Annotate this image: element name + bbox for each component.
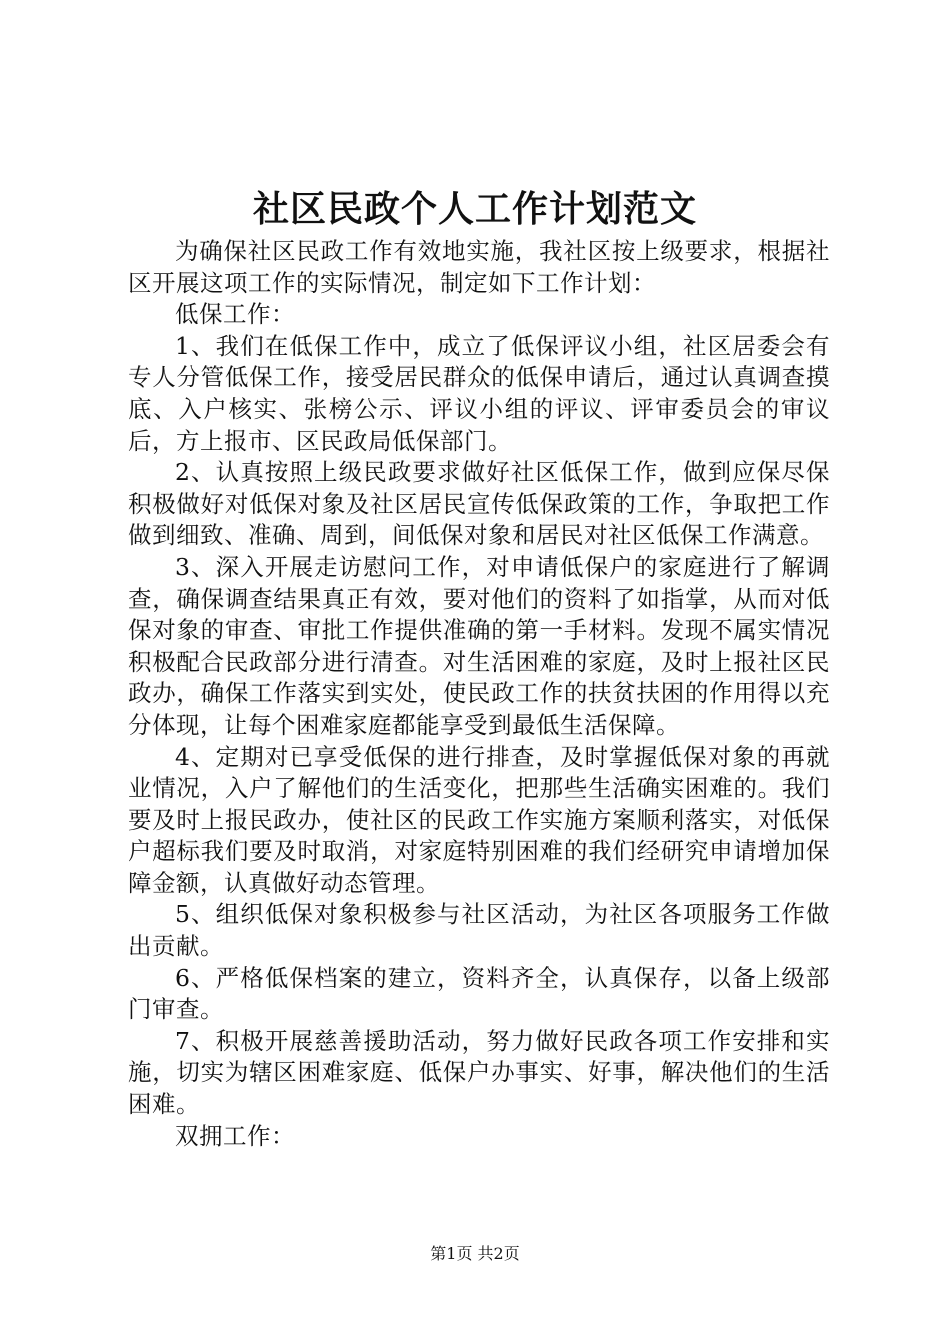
paragraph-intro: 为确保社区民政工作有效地实施，我社区按上级要求，根据社区开展这项工作的实际情况，制定如下工作计划： xyxy=(128,237,830,297)
paragraph-item-6: 6、严格低保档案的建立，资料齐全，认真保存，以备上级部门审查。 xyxy=(128,963,830,1024)
paragraph-item-4: 4、定期对已享受低保的进行排查，及时掌握低保对象的再就业情况，入户了解他们的生活变化，把那些生活确实困难的。我们要及时上报民政办，使社区的民政工作实施方案顺利落实，对低保户超标我们要及时取消，对家庭特别困难的我们经研究申请增加保障金额，认真做好动态管理。 xyxy=(128,742,830,897)
document-title: 社区民政个人工作计划范文 xyxy=(252,188,697,230)
page-number-footer: 第1页 共2页 xyxy=(430,1244,520,1263)
section-heading-shuangyong: 双拥工作： xyxy=(175,1121,295,1150)
paragraph-item-5: 5、组织低保对象积极参与社区活动，为社区各项服务工作做出贡献。 xyxy=(128,900,830,961)
paragraph-item-2: 2、认真按照上级民政要求做好社区低保工作，做到应保尽保积极做好对低保对象及社区居民宣传低保政策的工作，争取把工作做到细致、准确、周到，间低保对象和居民对社区低保工作满意。 xyxy=(128,458,830,550)
section-heading-dibao: 低保工作： xyxy=(175,300,295,329)
document-body xyxy=(128,236,830,1152)
paragraph-item-3: 3、深入开展走访慰问工作，对申请低保户的家庭进行了解调查，确保调查结果真正有效，要对他们的资料了如指掌，从而对低保对象的审查、审批工作提供准确的第一手材料。发现不属实情况积极配合民政部分进行清查。对生活困难的家庭，及时上报社区民政办，确保工作落实到实处，使民政工作的扶贫扶困的作用得以充分体现，让每个困难家庭都能享受到最低生活保障。 xyxy=(128,552,830,739)
paragraph-item-1: 1、我们在低保工作中，成立了低保评议小组，社区居委会有专人分管低保工作，接受居民群众的低保申请后，通过认真调查摸底、入户核实、张榜公示、评议小组的评议、评审委员会的审议后，方上报市、区民政局低保部门。 xyxy=(128,331,830,455)
paragraph-item-7: 7、积极开展慈善援助活动，努力做好民政各项工作安排和实施，切实为辖区困难家庭、低保户办事实、好事，解决他们的生活困难。 xyxy=(128,1026,830,1119)
